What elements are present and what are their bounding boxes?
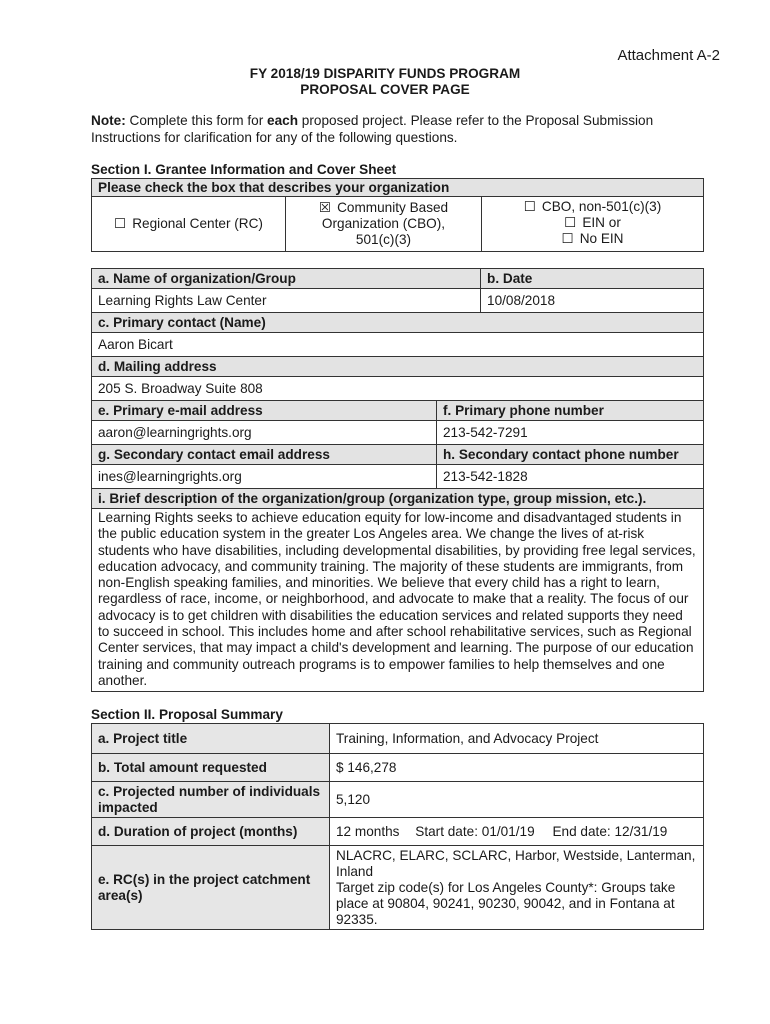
date-field[interactable]: 10/08/2018 [481,289,704,313]
phone-label: f. Primary phone number [437,401,704,421]
duration-label: d. Duration of project (months) [92,818,330,846]
amount-label: b. Total amount requested [92,754,330,782]
option-cbo-non-label: CBO, non-501(c)(3) [541,199,662,214]
checkbox-unchecked-icon[interactable]: ☐ [114,216,127,231]
duration-field[interactable] [330,818,704,846]
grantee-info-table [91,268,704,692]
attachment-label: Attachment A-2 [617,47,720,64]
amount-field[interactable]: $ 146,278 [330,754,704,782]
org-type-header: Please check the box that describes your organization [92,179,704,197]
description-label: i. Brief description of the organization/group (organization type, group mission, etc.). [92,489,704,509]
start-date: Start date: 01/01/19 [415,823,535,839]
phone-field[interactable]: 213-542-7291 [437,421,704,445]
address-field[interactable]: 205 S. Broadway Suite 808 [92,377,704,401]
note-label: Note: [91,113,126,128]
section2-heading: Section II. Proposal Summary [91,707,283,722]
checkbox-unchecked-icon[interactable]: ☐ [523,199,536,214]
address-label: d. Mailing address [92,357,704,377]
form-title-line1: FY 2018/19 DISPARITY FUNDS PROGRAM [249,66,521,81]
zip-value: Target zip code(s) for Los Angeles County*: Groups take place at 90804, 90241, 90230, 90042, and in Fontana at 92335. [336,880,676,927]
note-paragraph [91,113,691,146]
projected-label: c. Projected number of individuals impacted [92,782,330,818]
option-no-ein-label: No EIN [579,231,624,246]
option-regional-center[interactable] [92,197,286,252]
date-label: b. Date [481,269,704,289]
option-rc-label: Regional Center (RC) [132,216,263,231]
project-title-label: a. Project title [92,724,330,754]
email-field[interactable]: aaron@learningrights.org [92,421,437,445]
option-cbo-501c3[interactable] [286,197,482,252]
option-cbo-line2: Organization (CBO), [321,216,446,231]
project-title-field[interactable]: Training, Information, and Advocacy Project [330,724,704,754]
projected-field[interactable]: 5,120 [330,782,704,818]
rc-label: e. RC(s) in the project catchment area(s) [92,846,330,930]
option-ein-label: EIN or [582,215,621,230]
description-field[interactable]: Learning Rights seeks to achieve education equity for low-income and disadvantaged students in the public education system in the greater Los Angeles area. We change the lives of at-risk students who have disabilities, including developmental disabilities, by providing free legal services, education advocacy, and community training. The majority of these students are immigrants, from non-English speaking families, and minorities. We believe that every child has a right to learn, regardless of race, income, or neighborhood, and advocate to make that a reality. The focus of our advocacy is to get children with disabilities the education services and related supports they need to succeed in school. This includes home and after school rehabilitative services, such as Regional Center services, that may impact a child's development and learning. The purpose of our education training and community outreach programs is to empower families to help themselves and one another. [92,509,704,692]
option-cbo-line1: Community Based [337,200,449,215]
email2-field[interactable]: ines@learningrights.org [92,465,437,489]
note-text-after: proposed project. Please refer to the Proposal Submission Instructions for clarification for any of the following questions. [91,113,654,145]
email-label: e. Primary e-mail address [92,401,437,421]
form-title [0,66,770,98]
proposal-summary-table [91,723,704,930]
checkbox-unchecked-icon[interactable]: ☐ [561,231,574,246]
section1-heading: Section I. Grantee Information and Cover Sheet [91,162,397,177]
option-cbo-line3: 501(c)(3) [355,232,412,247]
org-name-field[interactable]: Learning Rights Law Center [92,289,481,313]
rc-value: NLACRC, ELARC, SCLARC, Harbor, Westside, Lanterman, Inland [336,848,696,879]
contact-label: c. Primary contact (Name) [92,313,704,333]
org-name-label: a. Name of organization/Group [92,269,481,289]
rc-field[interactable] [330,846,704,930]
end-date: End date: 12/31/19 [552,823,668,839]
checkbox-checked-icon[interactable]: ☒ [318,200,332,215]
option-cbo-non-501c3[interactable] [482,197,704,252]
email2-label: g. Secondary contact email address [92,445,437,465]
form-title-line2: PROPOSAL COVER PAGE [300,82,470,97]
org-type-table [91,178,704,252]
duration-months: 12 months [336,823,400,839]
note-emphasis: each [267,113,299,128]
phone2-field[interactable]: 213-542-1828 [437,465,704,489]
checkbox-unchecked-icon[interactable]: ☐ [564,215,577,230]
note-text-before: Complete this form for [129,113,264,128]
phone2-label: h. Secondary contact phone number [437,445,704,465]
contact-field[interactable]: Aaron Bicart [92,333,704,357]
